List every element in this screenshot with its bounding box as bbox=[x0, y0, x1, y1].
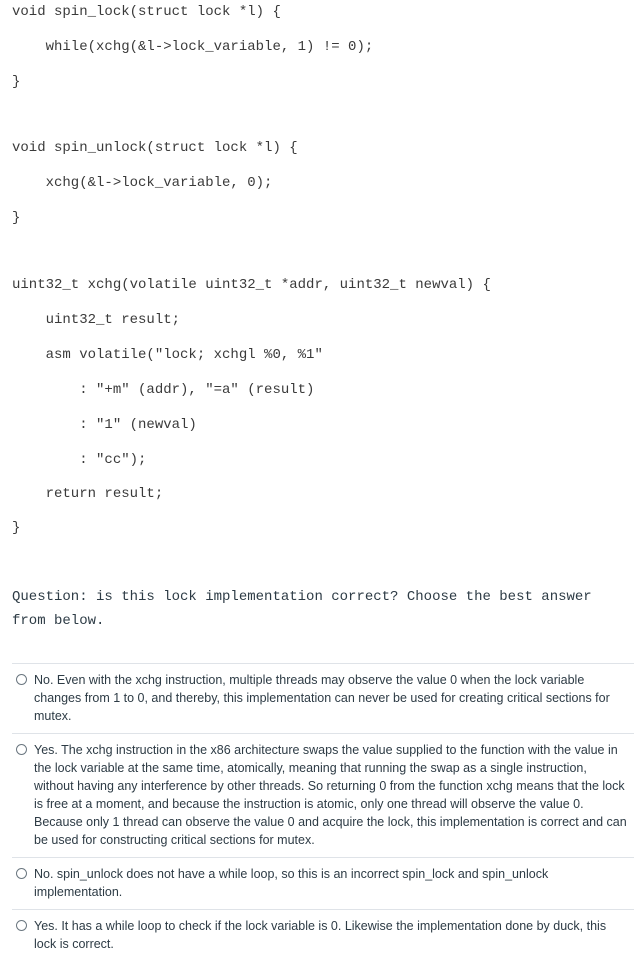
code-line: void spin_unlock(struct lock *l) { bbox=[12, 140, 298, 156]
code-line: } bbox=[12, 210, 21, 226]
code-line: asm volatile("lock; xchgl %0, %1" bbox=[12, 347, 323, 363]
radio-button[interactable] bbox=[16, 920, 27, 931]
code-line: uint32_t xchg(volatile uint32_t *addr, uint32_t newval) { bbox=[12, 277, 491, 293]
code-block bbox=[12, 0, 491, 536]
answer-option[interactable] bbox=[12, 857, 634, 909]
code-line: xchg(&l->lock_variable, 0); bbox=[12, 175, 273, 191]
question-text: Question: is this lock implementation correct? Choose the best answer from below. bbox=[12, 589, 592, 629]
answer-options bbox=[12, 663, 634, 961]
answer-option-label: Yes. The xchg instruction in the x86 architecture swaps the value supplied to the function with the value in the lock variable at the same time, atomically, meaning that running the swap as a single instruction, without having any interference by other threads. So returning 0 from the function xchg means that the lock is free at a moment, and because the instruction is atomic, only one thread will observe the value 0. Because only 1 thread can observe the value 0 and acquire the lock, this implementation is correct and can be used for constructing critical sections for mutex. bbox=[34, 743, 627, 847]
answer-option-label: No. Even with the xchg instruction, multiple threads may observe the value 0 when the lock variable changes from 1 to 0, and thereby, this implementation can never be used for creating critical sections for mutex. bbox=[34, 673, 610, 723]
code-line: : "+m" (addr), "=a" (result) bbox=[12, 382, 315, 398]
radio-button[interactable] bbox=[16, 744, 27, 755]
answer-option[interactable] bbox=[12, 733, 634, 857]
code-line: void spin_lock(struct lock *l) { bbox=[12, 4, 281, 20]
radio-button[interactable] bbox=[16, 868, 27, 879]
answer-option[interactable] bbox=[12, 909, 634, 961]
radio-button[interactable] bbox=[16, 674, 27, 685]
code-line: : "cc"); bbox=[12, 452, 147, 468]
code-line: } bbox=[12, 520, 21, 536]
answer-option-label: Yes. It has a while loop to check if the lock variable is 0. Likewise the implementation done by duck, this lock is correct. bbox=[34, 919, 607, 951]
answer-option[interactable] bbox=[12, 663, 634, 733]
answer-option-label: No. spin_unlock does not have a while loop, so this is an incorrect spin_lock and spin_unlock implementation. bbox=[34, 867, 549, 899]
code-line: return result; bbox=[12, 486, 164, 502]
code-line: while(xchg(&l->lock_variable, 1) != 0); bbox=[12, 39, 374, 55]
code-line: uint32_t result; bbox=[12, 312, 181, 328]
code-line: : "1" (newval) bbox=[12, 417, 197, 433]
code-line: } bbox=[12, 74, 21, 90]
